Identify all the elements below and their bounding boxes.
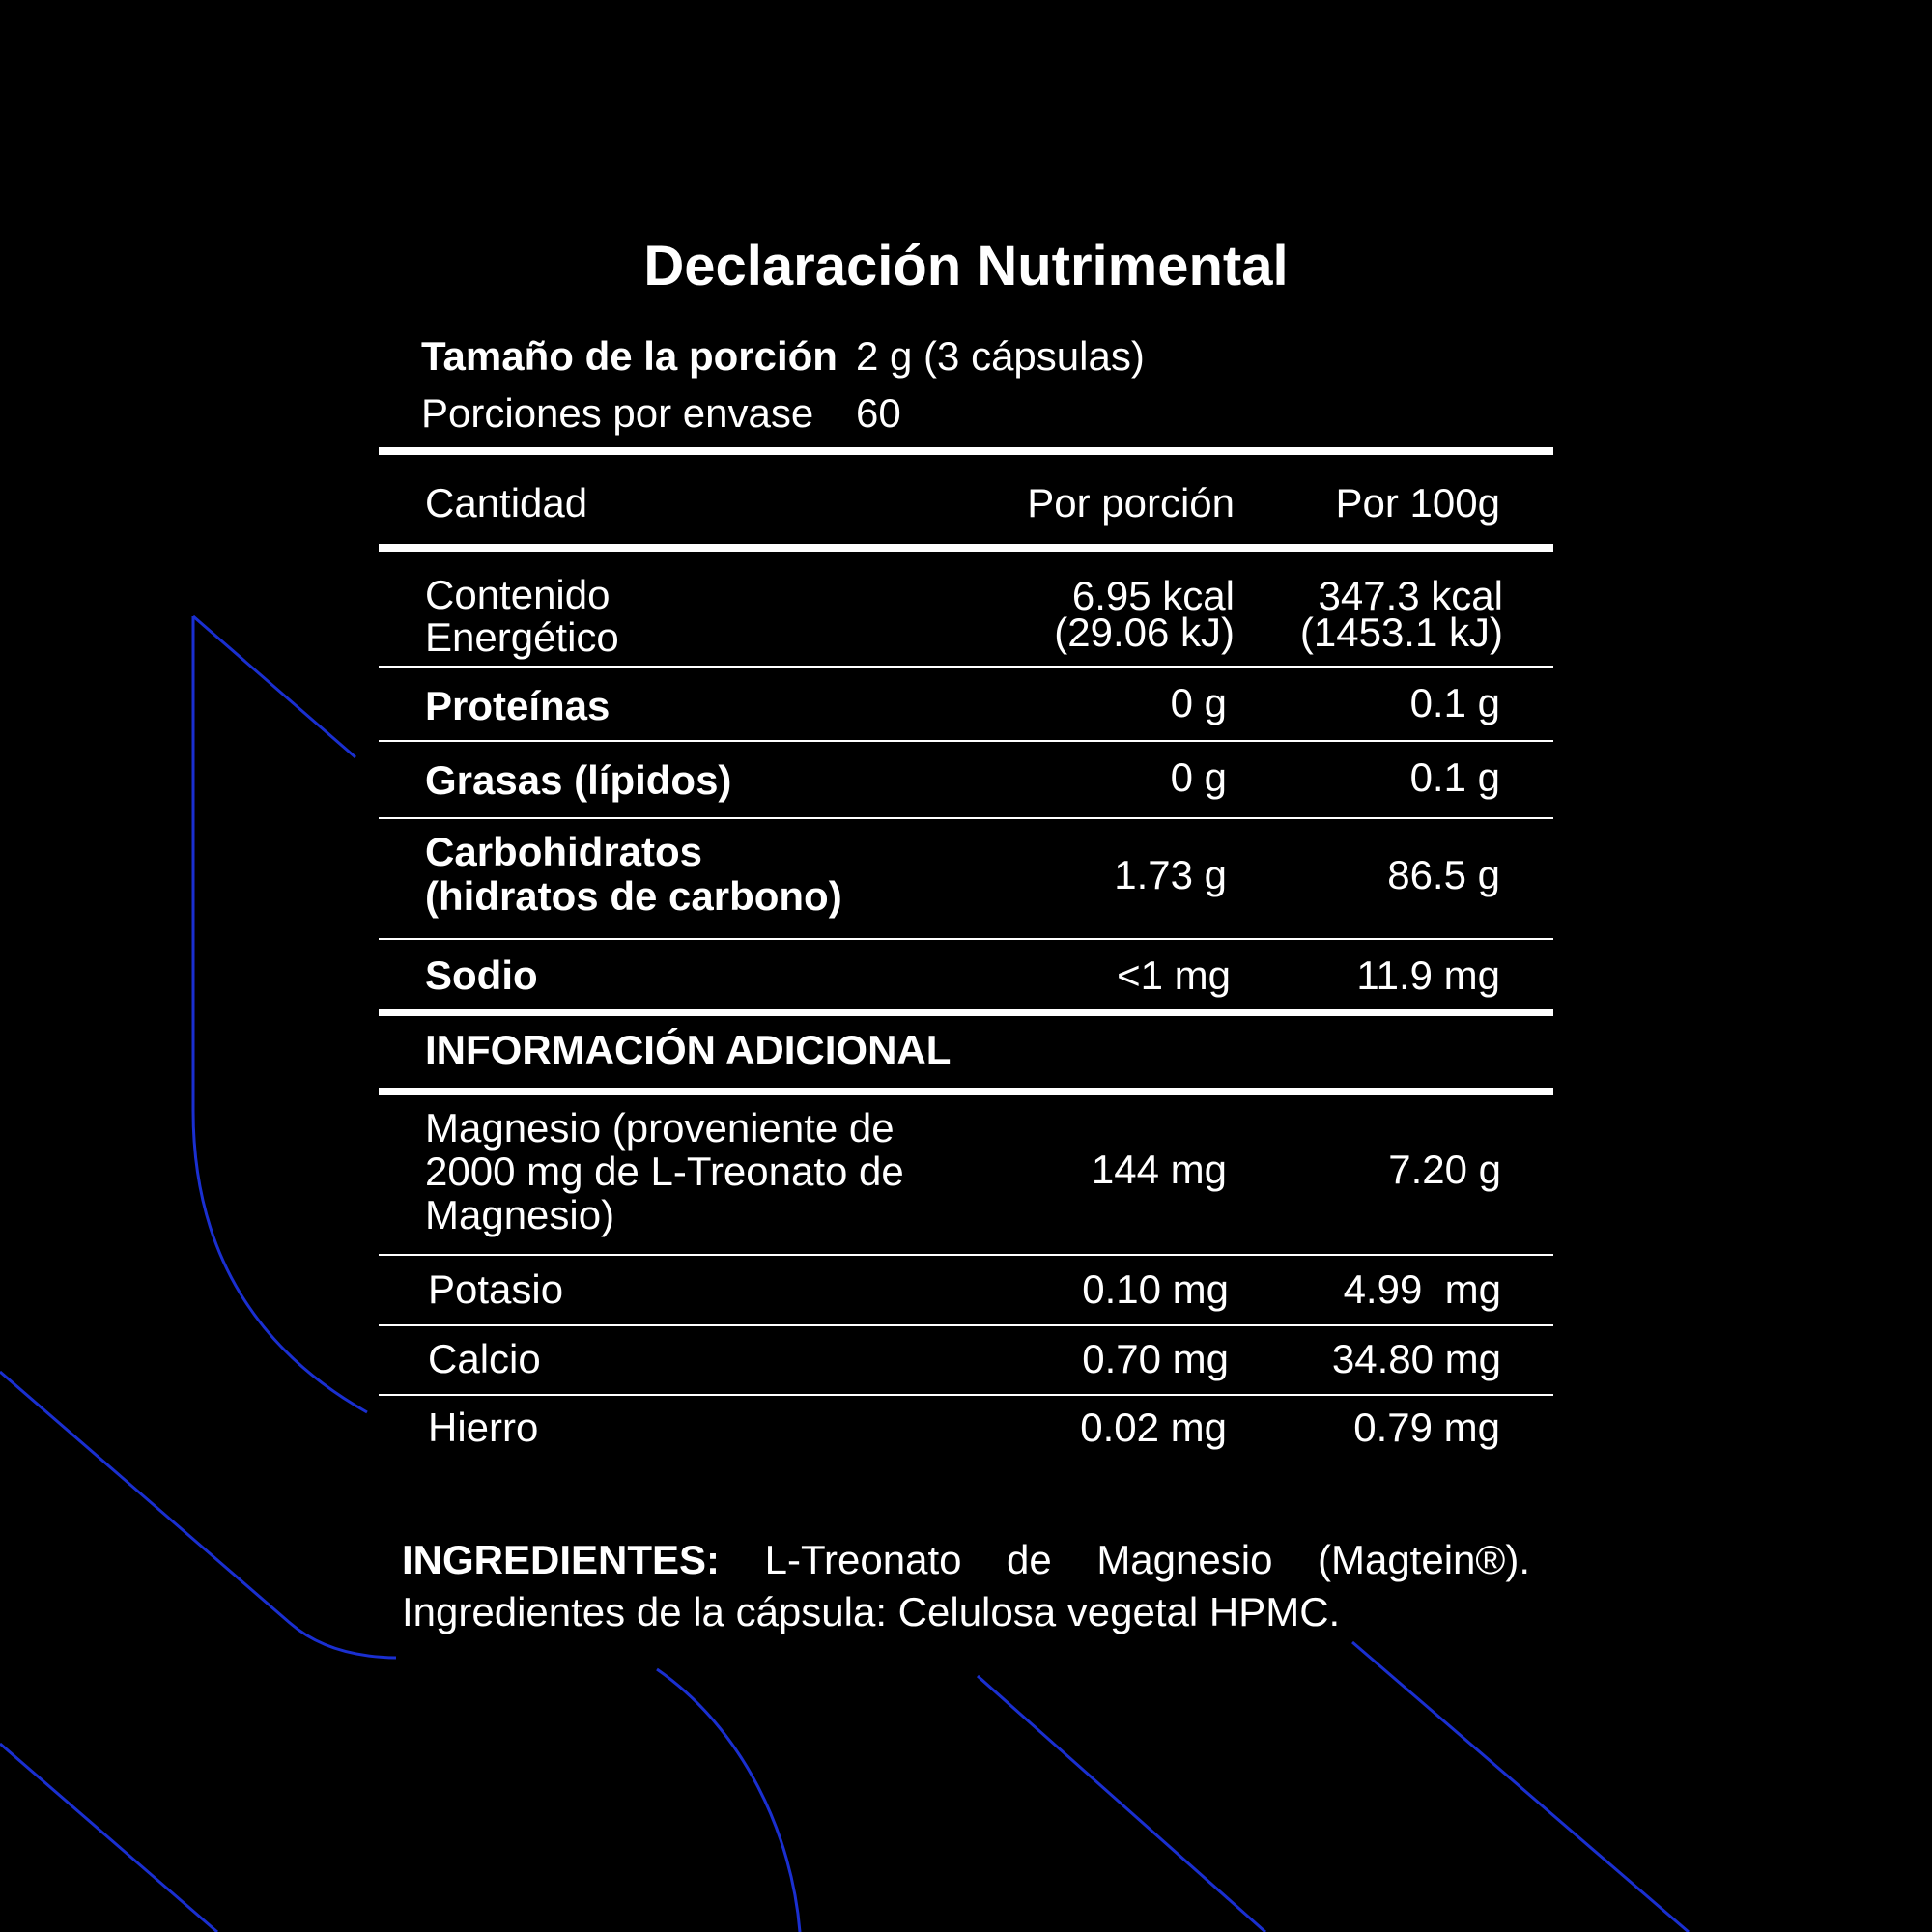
serving-size-value: 2 g (3 cápsulas) <box>856 333 1145 379</box>
nutrient-carbs-name: Carbohidratos (hidratos de carbono) <box>425 829 842 919</box>
additional-magnesium-per-serving: 144 mg <box>1091 1147 1227 1192</box>
nutrient-energy-per-serving: 6.95 kcal (29.06 kJ) <box>1054 573 1235 655</box>
nutrient-energy-name: Contenido Energético <box>425 572 619 660</box>
additional-calcium-per-100g: 34.80 mg <box>1331 1336 1501 1381</box>
bg-line-diagonal-bottom-right <box>1352 1642 1689 1932</box>
panel-title: Declaración Nutrimental <box>643 235 1289 298</box>
bg-line-diagonal-mid <box>0 1372 396 1658</box>
additional-potassium-per-100g: 4.99 mg <box>1343 1266 1501 1312</box>
additional-iron-name: Hierro <box>428 1405 539 1450</box>
additional-calcium-per-serving: 0.70 mg <box>1082 1336 1229 1381</box>
additional-potassium-per-serving: 0.10 mg <box>1082 1266 1229 1312</box>
bg-line-diagonal-bottom-left <box>0 1744 217 1932</box>
divider-thin <box>379 666 1553 668</box>
additional-iron-per-serving: 0.02 mg <box>1080 1405 1227 1450</box>
nutrient-fat-per-100g: 0.1 g <box>1409 754 1500 800</box>
nutrient-fat-per-serving: 0 g <box>1170 754 1227 800</box>
header-per-serving: Por porción <box>1027 480 1235 526</box>
ingredients-statement <box>402 1534 1530 1638</box>
nutrient-energy-per-100g: 347.3 kcal (1453.1 kJ) <box>1299 573 1503 655</box>
nutrient-sodium-per-serving: <1 mg <box>1117 952 1231 998</box>
additional-calcium-name: Calcio <box>428 1336 541 1381</box>
header-amount: Cantidad <box>425 480 588 526</box>
divider-thin <box>379 938 1553 940</box>
bg-line-curve-left <box>193 616 367 1412</box>
divider-thick <box>379 1088 1553 1095</box>
nutrient-protein-per-serving: 0 g <box>1170 680 1227 725</box>
nutrient-sodium-per-100g: 11.9 mg <box>1356 952 1500 998</box>
servings-per-container-label: Porciones por envase <box>421 390 814 436</box>
additional-potassium-name: Potasio <box>428 1266 564 1312</box>
additional-magnesium-name: Magnesio (proveniente de 2000 mg de L-Treonato de Magnesio) <box>425 1105 904 1237</box>
nutrient-fat-name: Grasas (lípidos) <box>425 757 732 803</box>
divider-thin <box>379 740 1553 742</box>
additional-info-heading: INFORMACIÓN ADICIONAL <box>425 1027 952 1072</box>
serving-size-label: Tamaño de la porción <box>421 333 838 379</box>
servings-per-container-value: 60 <box>856 390 901 436</box>
additional-magnesium-per-100g: 7.20 g <box>1388 1147 1501 1192</box>
nutrient-carbs-per-100g: 86.5 g <box>1387 852 1500 897</box>
bg-line-diagonal-bottom-center <box>978 1676 1265 1932</box>
divider-thick <box>379 544 1553 552</box>
nutrient-carbs-per-serving: 1.73 g <box>1114 852 1227 897</box>
divider-thick <box>379 447 1553 455</box>
ingredients-label: INGREDIENTES: <box>402 1537 721 1582</box>
additional-iron-per-100g: 0.79 mg <box>1353 1405 1500 1450</box>
divider-thick <box>379 1009 1553 1016</box>
divider-thin <box>379 1254 1553 1256</box>
divider-thin <box>379 1394 1553 1396</box>
nutrient-protein-per-100g: 0.1 g <box>1409 680 1500 725</box>
bg-line-arc-bottom <box>657 1669 800 1932</box>
divider-thin <box>379 817 1553 819</box>
ingredients-text: L-Treonato de Magnesio (Magtein®). Ingredientes de la cápsula: Celulosa vegetal HPMC. <box>402 1537 1530 1634</box>
nutrient-sodium-name: Sodio <box>425 952 538 998</box>
header-per-100g: Por 100g <box>1335 480 1500 526</box>
nutrient-protein-name: Proteínas <box>425 683 611 728</box>
divider-thin <box>379 1324 1553 1326</box>
